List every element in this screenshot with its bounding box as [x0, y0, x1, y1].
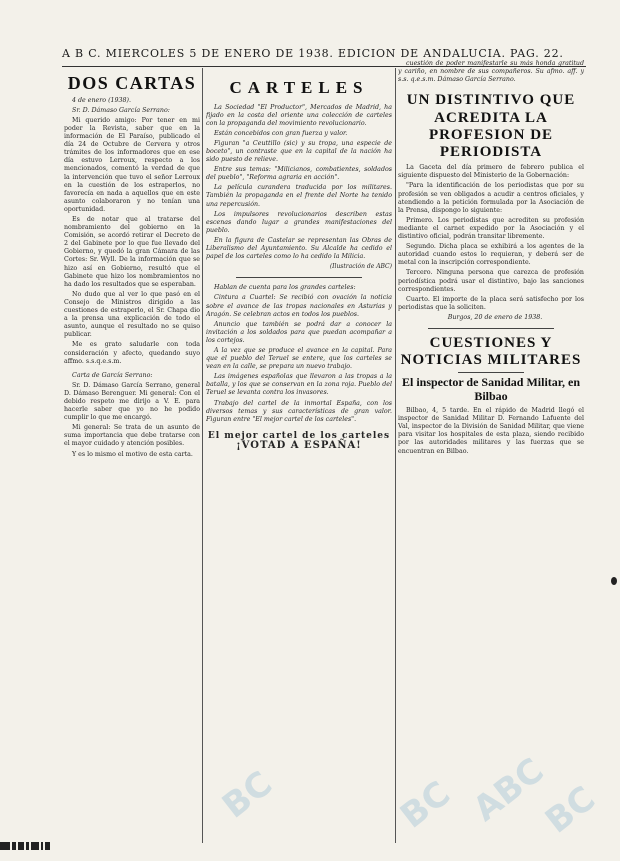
watermark: ABC — [465, 750, 552, 830]
paragraph: Figuran "a Ceuttillo (sic) y su tropa, una especie de boceto", un contraste que en la capital de la nación ha sido puesto de relieve. — [206, 139, 392, 164]
letter-salutation: Sr. D. Dámaso García Serrano: — [72, 106, 170, 114]
paragraph: Están concebidos con gran fuerza y valor. — [214, 129, 348, 137]
paragraph: Y es lo mismo el motivo de esta carta. — [72, 450, 193, 458]
column-middle — [206, 70, 392, 840]
paragraph: Segundo. Dicha placa se exhibirá a los agentes de la autoridad cuando estos lo requieran, y deberá ser de metal con la inscripción correspondiente. — [398, 243, 584, 267]
motto-line: El mejor cartel de los carteles — [207, 430, 391, 441]
scan-marker-bars — [0, 842, 70, 850]
paragraph: Mi general: Se trata de un asunto de suma importancia que debe tratarse con el mayor cuidado y atención posibles. — [64, 424, 200, 448]
letter-dateline: 4 de enero (1938). — [72, 96, 132, 104]
paragraph: Entre sus temas: "Milicianos, combatientes, soldados del pueblo", "Reforma agraria en acción". — [206, 166, 392, 182]
paragraph: Es de notar que al tratarse del nombramiento del gobierno en la Comisión, se acordó retirar el Decreto de 2 del Gabinete por lo que fue llevado del Gobierno, y quedó la gran Cámara de las Cortes: Sr. Wyll. De la información que se hizo así en Gobierno, resultó que el Gabinete que hizo los nombramientos no ha dado los resultados que se esperaban. — [64, 216, 200, 288]
paragraph: Bilbao, 4, 5 tarde. En el rápido de Madrid llegó el inspector de Sanidad Militar D. Fernando Lafuente del Val, inspector de la División de Sanidad Militar, que viene para visitar los hospitales de esta plaza, siendo recibido por las autoridades militares y las fuerzas que se encuentran en Bilbao. — [398, 407, 584, 455]
paragraph: No dudo que al ver lo que pasó en el Consejo de Ministros dirigido a las cuestiones de estraperlo, el Sr. Chapa dio a la prensa una explicación de todo el asunto, aunque el resultado no se quiso publicar. — [64, 290, 200, 339]
watermark: BC — [538, 778, 603, 842]
paragraph: Tercero. Ninguna persona que carezca de profesión periodística podrá usar el distintivo, bajo las sanciones correspondientes. — [398, 269, 584, 293]
paragraph: Primero. Los periodistas que acrediten su profesión mediante el carnet expedido por la Asociación y el distintivo oficial, podrán transitar libremente. — [398, 216, 584, 241]
paragraph: La Gaceta del día primero de febrero publica el siguiente dispuesto del Ministerio de la Gobernación: — [398, 164, 584, 180]
paragraph: Me es grato saludarle con toda consideración y afecto, quedando suyo affmo. s.s.q.e.s.m. — [64, 341, 200, 365]
paragraph: La Sociedad "El Productor", Mercados de Madrid, ha fijado en la costa del oriente una colección de carteles con la propaganda del movimiento revolucionario. — [206, 103, 392, 127]
paragraph: Sr. D. Dámaso García Serrano, general D. Dámaso Berenguer. Mi general: Con el debido respeto me dirijo a V. E. para hacerle saber que yo no he podido cumplir lo que me encargó. — [64, 381, 200, 422]
paragraph: "Para la identificación de los periodistas que por su profesión se ven obligados a acudir a centros oficiales, y atendiendo a la petición formulada por la Asociación de la Prensa, dispongo lo siguiente: — [398, 182, 584, 214]
article-title-dos-cartas: DOS CARTAS — [67, 73, 197, 93]
article-title-distintivo: UN DISTINTIVO QUE ACREDITA LA PROFESION DE PERIODISTA — [406, 92, 576, 161]
page-header: A B C. MIERCOLES 5 DE ENERO DE 1938. EDICION DE ANDALUCIA. PAG. 22. — [62, 47, 564, 60]
article-divider — [236, 277, 362, 278]
article-title-carteles: CARTELES — [229, 78, 369, 97]
ink-speck — [611, 577, 617, 585]
second-letter-title: Carta de García Serrano: — [72, 371, 153, 379]
motto-slogan: ¡VOTAD A ESPAÑA! — [236, 439, 362, 451]
paragraph: La película curandera traducida por los militares. También la propaganda en el frente del Norte ha tenido una repercusión. — [206, 184, 392, 208]
paragraph: A la vez que se produce el avance en la capital. Para que el pueblo del Teruel se entere, que los carteles se vean en la calle, se prepara un nuevo trabajo. — [206, 346, 392, 371]
article-divider — [428, 328, 554, 329]
column-right — [398, 60, 584, 830]
column-left — [64, 70, 200, 840]
decree-dateline: Burgos, 20 de enero de 1938. — [447, 313, 543, 321]
watermark: BC — [393, 773, 458, 837]
letter-closing: cuestión de poder manifestarle su más honda gratitud y cariño, en nombre de sus compañeros. Su afmo. aff. y s.s. q.e.s.m. Dámaso García Serrano. — [398, 60, 584, 84]
sub-heading: Hablan de cuenta para los grandes carteles: — [214, 284, 356, 292]
column-divider-2 — [395, 68, 396, 843]
paragraph: Cintura a Cuartel: Se recibió con ovación la noticia sobre el avance de las tropas nacionales en Asturias y Aragón. Se celebran actos en todos los pueblos. — [206, 294, 392, 318]
watermark: BC — [215, 763, 280, 827]
paragraph: En la figura de Castelar se representan las Obras de Liberalismo del Ayuntamiento. Su Alcalde ha cedido el papel de los carteles como lo ha cedido la Milicia. — [206, 236, 392, 261]
article-divider — [458, 372, 524, 373]
column-divider-1 — [202, 68, 203, 843]
paragraph: Anuncio que también se podrá dar a conocer la invitación a los soldados para que puedan acompañar a los cortejos. — [206, 320, 392, 344]
paragraph: Mi querido amigo: Por tener en mi poder la Revista, saber que en la información de El Paraíso, publicado el día 24 de Octubre de Cervera y otros trámites de los informadores que en ese día estuvo Lerroux, respecto a los mencionados, comentó la verdad de que la intervención que tuvo el señor Lerroux en la cuestión de los estraperlos, no favorecía en nada a aquellos que en este asunto colaboraron y no tenían una oportunidad. — [64, 116, 200, 213]
article-title-sanidad: El inspector de Sanidad Militar, en Bilbao — [401, 375, 581, 404]
paragraph: Cuarto. El importe de la placa será satisfecho por los periodistas que la soliciten. — [398, 295, 584, 311]
section-title-militares: CUESTIONES Y NOTICIAS MILITARES — [400, 334, 582, 369]
paragraph: Trabajo del cartel de la inmortal España, con los diversos temas y sus características de gran valor. Figuran entre "El mejor cartel de los carteles". — [206, 399, 392, 423]
paragraph: Las imágenes españolas que llevaron a las tropas a la batalla, y los que se conservan en la zona roja. Pueblo del Teruel se levanta contra los invasores. — [206, 373, 392, 397]
paragraph: Los impulsores revolucionarios describen estas escenas dando lugar a grandes manifestaciones del pueblo. — [206, 210, 392, 234]
illustration-credit: (Ilustración de ABC) — [329, 263, 392, 271]
